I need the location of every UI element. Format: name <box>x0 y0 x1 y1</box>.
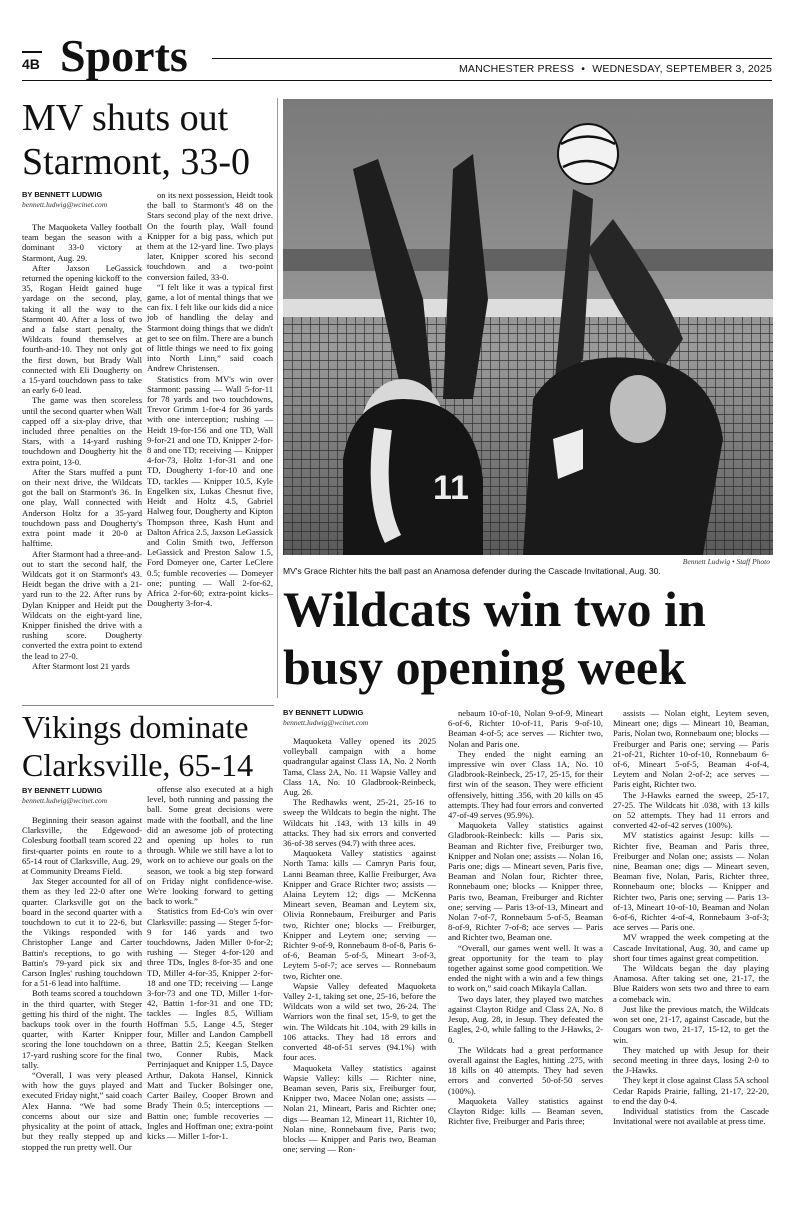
paragraph: Beginning their season against Clarksville, the Edgewood-Colesburg football team scored 22 first-quarter points en route to a 65-14 rout of Clarksville, Aug. 29, at Community Dreams Field. <box>22 815 142 877</box>
paragraph: Both teams scored a touchdown in the third quarter, with Steger getting his third of the night. The backups took over in the fourth quarter, with Karter Knipper scoring the lone touchdown on a 17-yard rushing score for the final tally. <box>22 988 142 1070</box>
story2-column-2 <box>147 784 273 1215</box>
paragraph: Statistics from Ed-Co's win over Clarksville: passing — Steger 5-for-9 for 146 yards and two touchdowns, Jaden Miller 0-for-2; rushing — Steger 4-for-120 and three TDs, Ingles 8-for-35 and one TD, Miller 4-for-35, Knipper 2-for-18 and one TD; receiving — Lange 3-for-73 and one TD, Miller 1-for-42, Battin 1-for-31 and one TD; tackles — Ingles 8.5, William Hoffman 5.5, Lange 4.5, Steger four, Miller and Landon Campbell three, Battin 2.5, Keegan Stelken two, Conner Rubis, Mack Perrinjaquet and Knipper 1.5, Dayce Arthur, Dakota Hansel, Kinnick Matt and Tucker Bolsinger one, Carter Bailey, Cooper Brown and Brady Thein 0.5; interceptions — Battin one; fumble recoveries — Ingles and Hoffman one; extra-point kicks — Miller 1-for-1. <box>147 906 273 1141</box>
story1-headline: MV shuts out Starmont, 33-0 <box>22 97 250 183</box>
paragraph: The Wildcats had a great performance overall against the Eagles, hitting .275, with 18 kills on 40 attempts. They had seven errors and converted 50-of-50 serves (100%). <box>448 1044 603 1096</box>
paragraph: Maquoketa Valley opened its 2025 volleyball campaign with a home quadrangular against Class 1A, No. 2 North Tama, Class 2A, No. 11 Wapsie Valley and Class 1A, No. 10 Gladbrook-Reinbeck, Aug. 26. <box>283 736 436 798</box>
photo-credit: Bennett Ludwig • Staff Photo <box>682 557 770 566</box>
story3-byline: BY BENNETT LUDWIG <box>283 708 364 717</box>
paragraph: Just like the previous match, the Wildcats won set one, 21-17, against Cascade, but the Cougars won two, 21-17, 15-12, to get the win. <box>613 1003 769 1045</box>
volleyball-ball <box>558 124 618 184</box>
paragraph: assists — Nolan eight, Leytem seven, Mineart one; digs — Mineart 10, Beaman, Paris, Nolan two, Ronnebaum one; blocks — Freiburger and Paris one; serving — Paris 21-of-21, Richter 10-of-10, Ronnebaum 6-of-6, Mineart 5-of-5, Beaman 4-of-4, Leytem and Nolan 2-of-2; ace serves — Paris eight, Richter two. <box>613 708 769 790</box>
paragraph: MV statistics against Jesup: kills — Richter five, Beaman and Paris three, Freiburger and Nolan one; assists — Nolan nine, Beaman one; digs — Mineart seven, Beaman five, Nolan, Paris, Richter three, Ronnebaum one; blocks — Knipper and Richter two, Paris one; serving — Paris 13-of-13, Mineart 10-of-10, Beaman and Nolan 6-of-6, Richter 4-of-4, Ronnebaum 3-of-3; ace serves — Paris one. <box>613 830 769 933</box>
paragraph: offense also executed at a high level, both running and passing the ball. Some great decisions were made with the football, and the line did an awesome job of protecting and opening up holes to run through. While we still have a lot to work on to achieve our goals on the season, we took a big step forward on Friday night confidence-wise. We're looking forward to getting back to work.” <box>147 784 273 907</box>
volleyball-photo <box>283 99 773 555</box>
masthead <box>22 30 772 82</box>
paragraph: MV wrapped the week competing at the Cascade Invitational, Aug. 30, and came up short four times against great competition. <box>613 932 769 963</box>
story2-byline: BY BENNETT LUDWIG <box>22 786 103 795</box>
masthead-rule <box>212 58 772 59</box>
paragraph: Maquoketa Valley statistics against Gladbrook-Reinbeck: kills — Paris six, Beaman and Richter five, Freiburger two, Knipper and Nolan one; assists — Nolan 16, Paris one; digs — Mineart seven, Paris five, Beaman and Nolan four, Richter three, Ronnebaum one; blocks — Knipper three, Paris two, Beaman, Freiburger and Richter one; serving — Paris 13-of-13, Mineart and Nolan 7-of-7, Ronnebaum 5-of-5, Beaman 8-of-9, Richter 7-of-8; ace serves — Paris and Richter two, Beaman one. <box>448 820 603 943</box>
paragraph: They matched up with Jesup for their second meeting in three days, losing 2-0 to the J-Hawks. <box>613 1044 769 1076</box>
story3-column-3 <box>613 708 769 1216</box>
paragraph: Wapsie Valley defeated Maquoketa Valley 2-1, taking set one, 25-16, before the Wildcats won a wild set two, 26-24. The Warriors won the final set, 15-9, to get the win. The Wildcats hit .104, with 29 kills in 106 attacks. They had 18 errors and converted 48-of-51 serves (94.1%) with four aces. <box>283 980 436 1063</box>
story3-column-1 <box>283 736 436 1216</box>
story1-email: bennett.ludwig@wcinet.com <box>22 200 108 209</box>
page-number: 4B <box>22 56 40 72</box>
story3-headline: Wildcats win two in busy opening week <box>283 581 706 695</box>
paragraph: “Overall, I was very pleased with how the guys played and executed Friday night,” said coach Alex Hanna. “We had some concerns about our size and physicality at the point of attack, but they really stepped up and stopped the run pretty well. Our <box>22 1070 142 1152</box>
page-number-rule <box>22 51 42 53</box>
paragraph: Maquoketa Valley statistics against North Tama: kills — Camryn Paris four, Lanni Beaman three, Kallie Freiburger, Ava Knipper and Grace Richter two; assists — Alaina Leytem 12; digs — McKenna Mineart seven, Beaman and Leytem six, Olivia Ronnebaum, Freiburger and Paris two, Richter one; blocks — Freiburger, Knipper and Leytem one; serving — Richter 9-of-9, Ronnebaum 8-of-8, Paris 6-of-6, Beaman 5-of-5, Mineart 3-of-3, Leytem 5-of-7; ace serves — Ronnebaum two, Richter one. <box>283 848 436 981</box>
story1-column-1 <box>22 222 142 700</box>
paragraph: The game was then scoreless until the second quarter when Wall capped off a six-play drive, that included three penalties on the Stars, with a 14-yard rushing touchdown and Dougherty hit the extra point, 13-0. <box>22 395 142 467</box>
paragraph: Maquoketa Valley statistics against Clayton Ridge: kills — Beaman seven, Richter five, Freiburger and Paris three; <box>448 1095 603 1127</box>
photo-caption: MV's Grace Richter hits the ball past an Anamosa defender during the Cascade Invitational, Aug. 30. <box>283 566 661 576</box>
story3-email: bennett.ludwig@wcinet.com <box>283 718 369 727</box>
paragraph: After the Stars muffed a punt on their next drive, the Wildcats got the ball on Starmont's 36. In one play, Wall connected with Anderson Holtz for a 35-yard touchdown pass and Dougherty's extra point made it 20-0 at halftime. <box>22 466 142 549</box>
story2-headline: Vikings dominate Clarksville, 65-14 <box>22 709 254 783</box>
paragraph: on its next possession, Heidt took the ball to Starmont's 48 on the Stars second play of the next drive. On the fourth play, Wall found Knipper for a big pass, which put them at the 12-yard line. Two plays later, Knipper scored his second touchdown and a two-point conversion failed, 33-0. <box>147 190 273 282</box>
paragraph: The J-Hawks earned the sweep, 25-17, 27-25. The Wildcats hit .038, with 13 kills on 52 attempts. They had 11 errors and converted 42-of-42 serves (100%). <box>613 789 769 831</box>
net-top-tape <box>283 299 773 317</box>
paragraph: The Maquoketa Valley football team began the season with a dominant 33-0 victory at Starmont, Aug. 29. <box>22 222 142 263</box>
masthead-bottom-rule <box>22 80 772 81</box>
paragraph: They kept it close against Class 5A school Cedar Rapids Prairie, falling, 21-17, 22-20, to end the day 0-4. <box>613 1075 769 1106</box>
paragraph: “I felt like it was a typical first game, a lot of mental things that we can fix. I felt like our kids did a nice job of handling the delay and Starmont doing things that we didn't get to see on film. There are a bunch of little things we need to fix going into North Linn,” said coach Andrew Christensen. <box>147 281 273 374</box>
column-divider <box>277 98 278 698</box>
section-title: Sports <box>60 30 188 81</box>
paragraph: The Wildcats began the day playing Anamosa. After taking set one, 21-17, the Blue Raiders won sets two and three to earn a comeback win. <box>613 963 769 1004</box>
paragraph: After Starmont had a three-and-out to start the second half, the Wildcats got it on Starmont's 43. Heidt began the drive with a 21-yard run to the 22. After runs by Dylan Knipper and Heidt put the Wildcats on the eight-yard line, Knipper finished the drive with a rushing score. Dougherty converted the extra point to extend the lead to 27-0. <box>22 548 142 661</box>
dateline-separator: • <box>581 63 586 75</box>
paragraph: The Redhawks went, 25-21, 25-16 to sweep the Wildcats to begin the night. The Wildcats hit .143, with 13 kills in 49 attacks. They had six errors and converted 36-of-38 serves (94.7) with three aces. <box>283 797 436 849</box>
issue-date: WEDNESDAY, SEPTEMBER 3, 2025 <box>592 63 772 75</box>
story1-column-2 <box>147 190 273 700</box>
paragraph: Individual statistics from the Cascade Invitational were not available at press time. <box>613 1105 769 1127</box>
paper-name: MANCHESTER PRESS <box>458 63 575 75</box>
story2-column-1 <box>22 815 142 1215</box>
paragraph: Maquoketa Valley statistics against Wapsie Valley: kills — Richter nine, Beaman seven, Paris six, Freiburger four, Knipper two, Macee Nolan one; assists — Nolan 21, Mineart, Paris and Richter one; digs — Beaman 12, Mineart 11, Richter 10, Nolan nine, Ronnebaum five, Paris two; blocks — Knipper and Paris two, Beaman one; serving — Ron- <box>283 1062 436 1155</box>
paragraph: “Overall, our games went well. It was a great opportunity for the team to play together against some good competition. We ended the night with a win and a few things to work on,” said coach Mikayla Callan. <box>448 942 603 994</box>
story2-email: bennett.ludwig@wcinet.com <box>22 796 108 805</box>
paragraph: Statistics from MV's win over Starmont: passing — Wall 5-for-11 for 78 yards and two touchdowns, Trevor Grimm 1-for-4 for 36 yards with one interception; rushing — Heidt 19-for-156 and one TD, Wall 9-for-21 and one TD, Knipper 2-for-8 and one TD; receiving — Knipper 4-for-73, Holtz 1-for-31 and one TD, Dougherty 1-for-10 and one TD, tackles — Knipper 10.5, Kyle Engelken six, Lukas Chesnut five, Heidt and Holtz 4.5, Gabriel Halweg four, Dougherty and Kipton Thompson three, Kash Hunt and Dalton Africa 2.5, Jaxson LeGassick and Colin Smith two, Jefferson LeGassick and Preston Salow 1.5, Ford Domeyer one, Carter LeClere 0.5; fumble recoveries — Domeyer one; punting — Wall 2-for-62, Africa 2-for-60; extra-point kicks– Dougherty 3-for-4. <box>147 373 273 609</box>
story-divider <box>22 705 274 706</box>
story3-column-2 <box>448 708 603 1216</box>
story1-byline: BY BENNETT LUDWIG <box>22 190 103 199</box>
photo-illustration <box>283 99 773 555</box>
jersey-number-left: 11 <box>433 469 469 507</box>
paragraph: After Jaxson LeGassick returned the opening kickoff to the 35, Rogan Heidt gained huge yardage on the second, play, taking it all the way to the Starmont 40. After a loss of two and a false start penalty, the Wildcats found themselves at fourth-and-10. They not only got the first down, but Brady Wall connected with Eli Dougherty on a 15-yard touchdown pass to take an early 6-0 lead. <box>22 262 142 396</box>
paragraph: After Starmont lost 21 yards <box>32 660 130 671</box>
paragraph: Two days later, they played two matches against Clayton Ridge and Class 2A, No. 8 Jesup, Aug. 28, in Jesup. They defeated the Eagles, 2-0, while falling to the J-Hawks, 2-0. <box>448 993 603 1045</box>
dateline <box>459 63 772 75</box>
paragraph: They ended the night earning an impressive win over Class 1A, No. 10 Gladbrook-Reinbeck, 25-17, 25-15, for their first win of the season. They were efficient offensively, hitting .356, with 20 kills on 45 attempts. They had four errors and converted 47-of-49 serves (95.9%). <box>448 748 603 821</box>
paragraph: nebaum 10-of-10, Nolan 9-of-9, Mineart 6-of-6, Richter 10-of-11, Paris 9-of-10, Beaman 4-of-5; ace serves — Richter two, Nolan and Paris one. <box>448 708 603 749</box>
paragraph: Jax Steger accounted for all of them as they led 22-0 after one quarter. Clarksville got on the board in the second quarter with a touchdown to cut it to 22-6, but the Vikings responded with Christopher Lange and Carter Battin's receptions, to go with Battin's 79-yard pick six and Carson Ingles' rushing touchdown for a 51-6 lead into halftime. <box>22 876 142 989</box>
